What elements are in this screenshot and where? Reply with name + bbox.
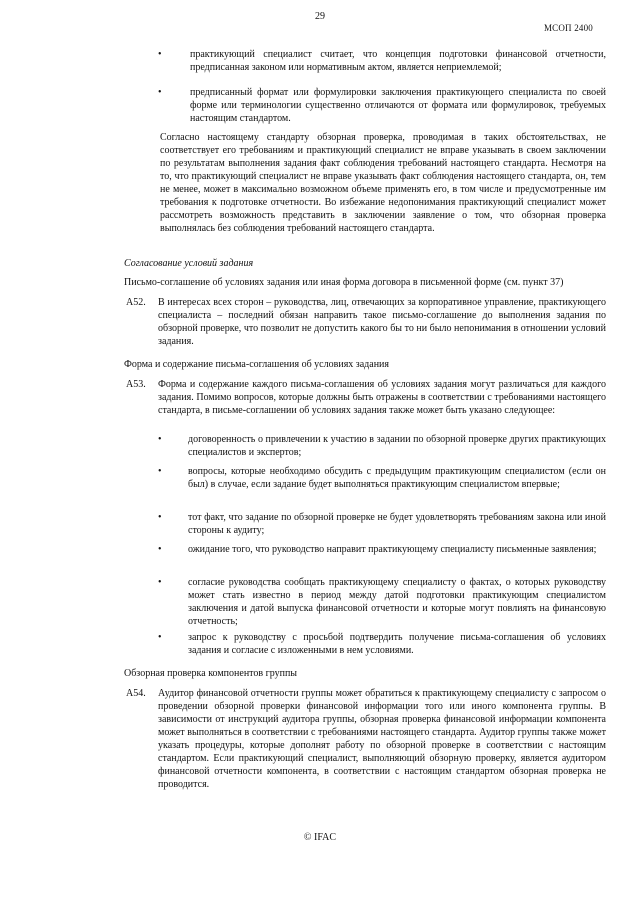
bullet-icon: • — [158, 466, 162, 477]
list-item: • запрос к руководству с просьбой подтвердить получение письма-соглашения об условиях задания и согласие с изложенными в нем условиями. — [158, 632, 606, 656]
bullet-icon: • — [158, 434, 162, 445]
subheading-letter-form: Форма и содержание письма-соглашения об условиях задания — [124, 359, 390, 370]
paragraph-a52: A52. В интересах всех сторон – руководства, лиц, отвечающих за корпоративное управление, практикующего специалиста – последний обязан направить такое письмо-соглашение до выполнения задания по обзорной проверке, что позволит не допустить какого бы то ни было непонимания в отношении условий задания. — [126, 297, 606, 347]
list-item: • вопросы, которые необходимо обсудить с предыдущим практикующим специалистом (если он был) в случае, если задание будет выполняться практикующим специалистом впервые; — [158, 466, 606, 490]
paragraph-label: A52. — [126, 297, 146, 308]
standard-code: МСОП 2400 — [543, 23, 593, 33]
list-item: • договоренность о привлечении к участию в задании по обзорной проверке других практикующих специалистов и экспертов; — [158, 434, 606, 458]
list-item: • практикующий специалист считает, что концепция подготовки финансовой отчетности, предписанная законом или нормативным актом, является неприемлемой; — [158, 49, 606, 73]
bullet-icon: • — [158, 577, 162, 588]
list-item: • предписанный формат или формулировки заключения практикующего специалиста по своей форме или терминологии существенно отличаются от формата или формулировок, требуемых настоящим стандартом. — [158, 87, 606, 124]
bullet-icon: • — [158, 512, 162, 523]
paragraph-a54: A54. Аудитор финансовой отчетности группы может обратиться к практикующему специалисту с запросом о проведении обзорной проверки финансовой информации того или иного компонента группы. В зависимости от инструкций аудитора группы, обзорная проверка финансовой информации компонента может выполняться в соответствии с требованиями настоящего стандарта. Аудитор группы также может указать процедуры, которые дополнят работу по обзорной проверке в соответствии с настоящим стандартом. Если практикующий специалист, выполняющий обзорную проверку, является аудитором финансовой отчетности компонента, в соответствии с настоящим стандартом обзорная проверка не проводится. — [126, 688, 606, 790]
subheading-engagement-letter: Письмо-соглашение об условиях задания или иная форма договора в письменной форме (см. пункт 37) — [124, 277, 564, 288]
subheading-group-components: Обзорная проверка компонентов группы — [124, 668, 298, 679]
list-item: • тот факт, что задание по обзорной проверке не будет удовлетворять требованиям закона или иной стороны к аудиту; — [158, 512, 606, 536]
paragraph-label: A53. — [126, 379, 146, 390]
bullet-icon: • — [158, 87, 162, 98]
intro-paragraph: Согласно настоящему стандарту обзорная проверка, проводимая в таких обстоятельствах, не соответствует его требованиям и практикующий специалист не вправе указывать в своем заключении по результатам выполнения задания факт соблюдения требований настоящего стандарта. Несмотря на то, что практикующий специалист не вправе указывать факт соблюдения настоящего стандарта, он, тем не менее, может в максимально возможном объеме применять его, в том числе и предусмотренные им требования к подготовке отчетности. Во избежание недопонимания практикующий специалист может рассмотреть возможность представить в заключении заявление о том, что обзорная проверка выполнялась без соблюдения требований настоящего стандарта. — [160, 132, 606, 234]
paragraph-a53: A53. Форма и содержание каждого письма-соглашения об условиях задания могут различаться для каждого задания. Помимо вопросов, которые должны быть отражены в соответствии с требованиями настоящего стандарта, в письме-соглашении об условиях задания также может быть указано следующее: — [126, 379, 606, 416]
bullet-icon: • — [158, 544, 162, 555]
list-item: • ожидание того, что руководство направит практикующему специалисту письменные заявления; — [158, 544, 597, 555]
page-number: 29 — [315, 11, 325, 22]
bullet-icon: • — [158, 49, 162, 60]
paragraph-label: A54. — [126, 688, 146, 699]
list-item: • согласие руководства сообщать практикующему специалисту о фактах, о которых руководству может стать известно в период между датой подготовки практикующим специалистом заключения и датой выпуска финансовой отчетности и которые могут повлиять на финансовую отчетность; — [158, 577, 606, 627]
section-heading: Согласование условий задания — [124, 258, 254, 269]
copyright-footer: © IFAC — [303, 832, 337, 843]
bullet-icon: • — [158, 632, 162, 643]
